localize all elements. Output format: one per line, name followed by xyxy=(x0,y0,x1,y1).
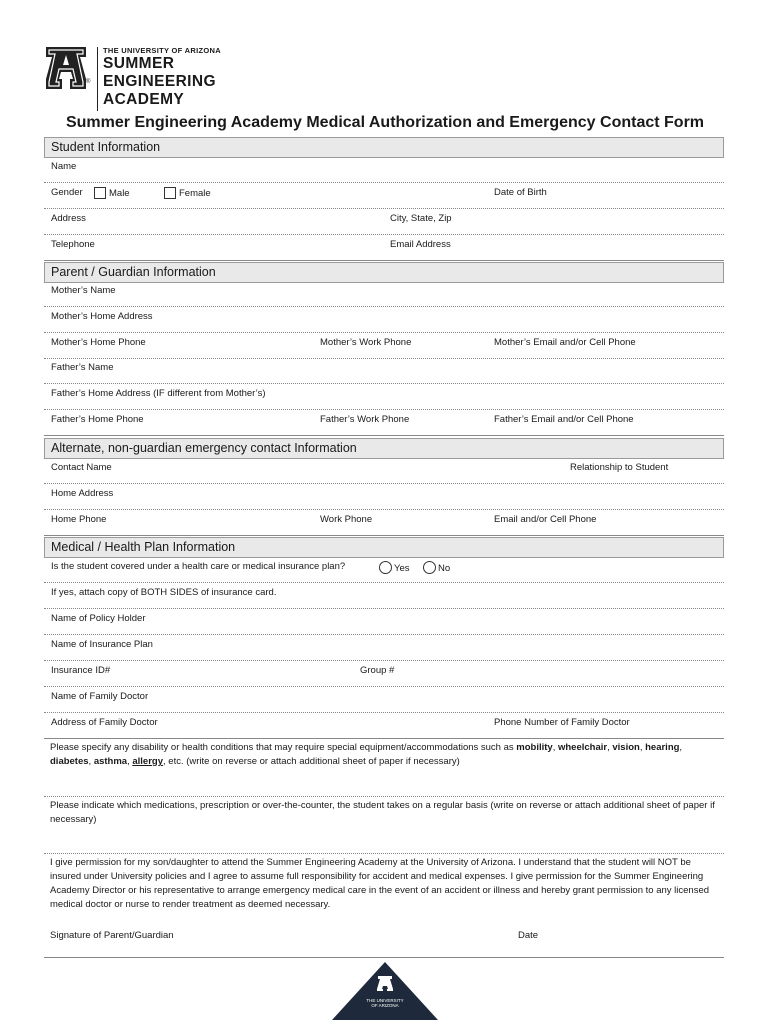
signature-label: Signature of Parent/Guardian xyxy=(50,930,174,941)
logo-university: THE UNIVERSITY OF ARIZONA xyxy=(103,46,221,55)
logo-line-2: ENGINEERING xyxy=(103,73,216,90)
footer-line-1: THE UNIVERSITY xyxy=(366,998,404,1003)
father-phones-row[interactable] xyxy=(44,410,724,436)
mother-name-row[interactable] xyxy=(44,281,724,307)
doctor-address-row[interactable] xyxy=(44,713,724,739)
female-option[interactable] xyxy=(164,187,211,199)
male-option[interactable] xyxy=(94,187,130,199)
insurance-plan-label: Name of Insurance Plan xyxy=(51,639,153,650)
father-name-label: Father’s Name xyxy=(51,362,114,373)
kw-wheelchair: wheelchair xyxy=(557,742,608,753)
father-name-row[interactable] xyxy=(44,358,724,384)
female-checkbox[interactable] xyxy=(164,187,176,199)
mother-home-phone-label: Mother’s Home Phone xyxy=(51,337,146,348)
alt-email-label: Email and/or Cell Phone xyxy=(494,514,597,525)
group-label: Group # xyxy=(360,665,395,676)
father-email-label: Father’s Email and/or Cell Phone xyxy=(494,414,634,425)
family-doctor-label: Name of Family Doctor xyxy=(51,691,149,702)
policy-holder-label: Name of Policy Holder xyxy=(51,613,146,624)
kw-allergy: allergy xyxy=(132,756,164,767)
attach-card-note: If yes, attach copy of BOTH SIDES of insurance card. xyxy=(51,587,277,598)
kw-mobility: mobility xyxy=(516,742,553,753)
kw-hearing: hearing xyxy=(645,742,680,753)
address-row[interactable] xyxy=(44,209,724,235)
gender-dob-row xyxy=(44,183,724,209)
relationship-label: Relationship to Student xyxy=(570,462,669,473)
footer-line-2: OF ARIZONA xyxy=(371,1003,399,1008)
kw-asthma: asthma xyxy=(93,756,128,767)
no-label: No xyxy=(438,563,451,574)
father-address-row[interactable] xyxy=(44,384,724,410)
section-medical: Medical / Health Plan Information xyxy=(44,537,724,558)
medications-paragraph: Please indicate which medications, prescription or over-the-counter, the student takes on a regular basis (write on reverse or attach additional sheet of paper if necessary) xyxy=(50,800,715,825)
mother-address-label: Mother’s Home Address xyxy=(51,311,153,322)
female-label: Female xyxy=(179,188,211,199)
conditions-paragraph: Please specify any disability or health conditions that may require special equipment/accommodations such as mobility, wheelchair, vision, hearing, diabetes, asthma, allergy, etc. (write on reverse or attach additional sheet of paper if necessary) xyxy=(50,742,683,767)
address-label: Address xyxy=(51,213,86,224)
insurance-plan-row[interactable] xyxy=(44,635,724,661)
father-address-label: Father’s Home Address (IF different from Mother’s) xyxy=(51,388,266,399)
doctor-phone-label: Phone Number of Family Doctor xyxy=(494,717,630,728)
yes-radio[interactable] xyxy=(379,561,392,574)
logo-line-1: SUMMER xyxy=(103,55,175,72)
insurance-id-row[interactable] xyxy=(44,661,724,687)
yes-option[interactable] xyxy=(377,561,410,574)
alt-phones-row[interactable] xyxy=(44,510,724,536)
conditions-divider xyxy=(44,796,724,797)
registered-mark: ® xyxy=(86,79,91,85)
academy-logo xyxy=(46,43,246,113)
footer-university-badge xyxy=(332,962,438,1020)
form-title: Summer Engineering Academy Medical Authorization and Emergency Contact Form xyxy=(65,114,705,131)
conditions-text: Please specify any disability or health conditions that may require special equipment/accommodations such as xyxy=(50,742,517,753)
telephone-label: Telephone xyxy=(51,239,95,250)
gender-label: Gender xyxy=(51,187,83,198)
student-name-label: Name xyxy=(51,161,77,172)
signature-line xyxy=(44,957,724,958)
dob-label: Date of Birth xyxy=(494,187,547,198)
father-work-phone-label: Father’s Work Phone xyxy=(320,414,410,425)
conditions-text-end: , etc. (write on reverse or attach additional sheet of paper if necessary) xyxy=(163,756,460,767)
alt-home-address-label: Home Address xyxy=(51,488,114,499)
block-a-logo-icon xyxy=(46,47,86,89)
medications-divider xyxy=(44,853,724,854)
mother-phones-row[interactable] xyxy=(44,333,724,359)
alt-work-phone-label: Work Phone xyxy=(320,514,373,525)
mother-email-label: Mother’s Email and/or Cell Phone xyxy=(494,337,636,348)
student-name-row[interactable] xyxy=(44,157,724,183)
yes-label: Yes xyxy=(394,563,410,574)
male-label: Male xyxy=(109,188,130,199)
city-label: City, State, Zip xyxy=(390,213,452,224)
family-doctor-row[interactable] xyxy=(44,687,724,713)
date-label: Date xyxy=(518,930,539,941)
doctor-address-label: Address of Family Doctor xyxy=(51,717,158,728)
section-parent-guardian: Parent / Guardian Information xyxy=(44,262,724,283)
telephone-row[interactable] xyxy=(44,235,724,261)
mother-address-row[interactable] xyxy=(44,307,724,333)
no-option[interactable] xyxy=(421,561,450,574)
alt-home-address-row[interactable] xyxy=(44,484,724,510)
coverage-row xyxy=(44,557,724,583)
section-alternate-contact: Alternate, non-guardian emergency contact Information xyxy=(44,438,724,459)
no-radio[interactable] xyxy=(423,561,436,574)
father-home-phone-label: Father’s Home Phone xyxy=(51,414,144,425)
alt-home-phone-label: Home Phone xyxy=(51,514,107,525)
policy-holder-row[interactable] xyxy=(44,609,724,635)
permission-paragraph: I give permission for my son/daughter to attend the Summer Engineering Academy at the University of Arizona. I understand that the student will NOT be insured under University policies and I agree to assume full responsibility for accident and medical expenses. I give permission for the Summer Engineering Academy Director or his representative to arrange emergency medical care in the event of an accident or illness and hereby grant permission to any licensed medical doctor or nurse to render treatment as deemed necessary. xyxy=(50,857,710,910)
mother-work-phone-label: Mother’s Work Phone xyxy=(320,337,412,348)
insurance-id-label: Insurance ID# xyxy=(51,665,111,676)
attach-card-row xyxy=(44,583,724,609)
section-student-information: Student Information xyxy=(44,137,724,158)
contact-name-label: Contact Name xyxy=(51,462,112,473)
logo-line-3: ACADEMY xyxy=(103,91,185,108)
logo-divider xyxy=(97,47,98,111)
contact-name-row[interactable] xyxy=(44,458,724,484)
email-label: Email Address xyxy=(390,239,451,250)
mother-name-label: Mother’s Name xyxy=(51,285,116,296)
kw-vision: vision xyxy=(612,742,640,753)
kw-diabetes: diabetes xyxy=(50,756,89,767)
male-checkbox[interactable] xyxy=(94,187,106,199)
coverage-question: Is the student covered under a health care or medical insurance plan? xyxy=(51,561,346,572)
